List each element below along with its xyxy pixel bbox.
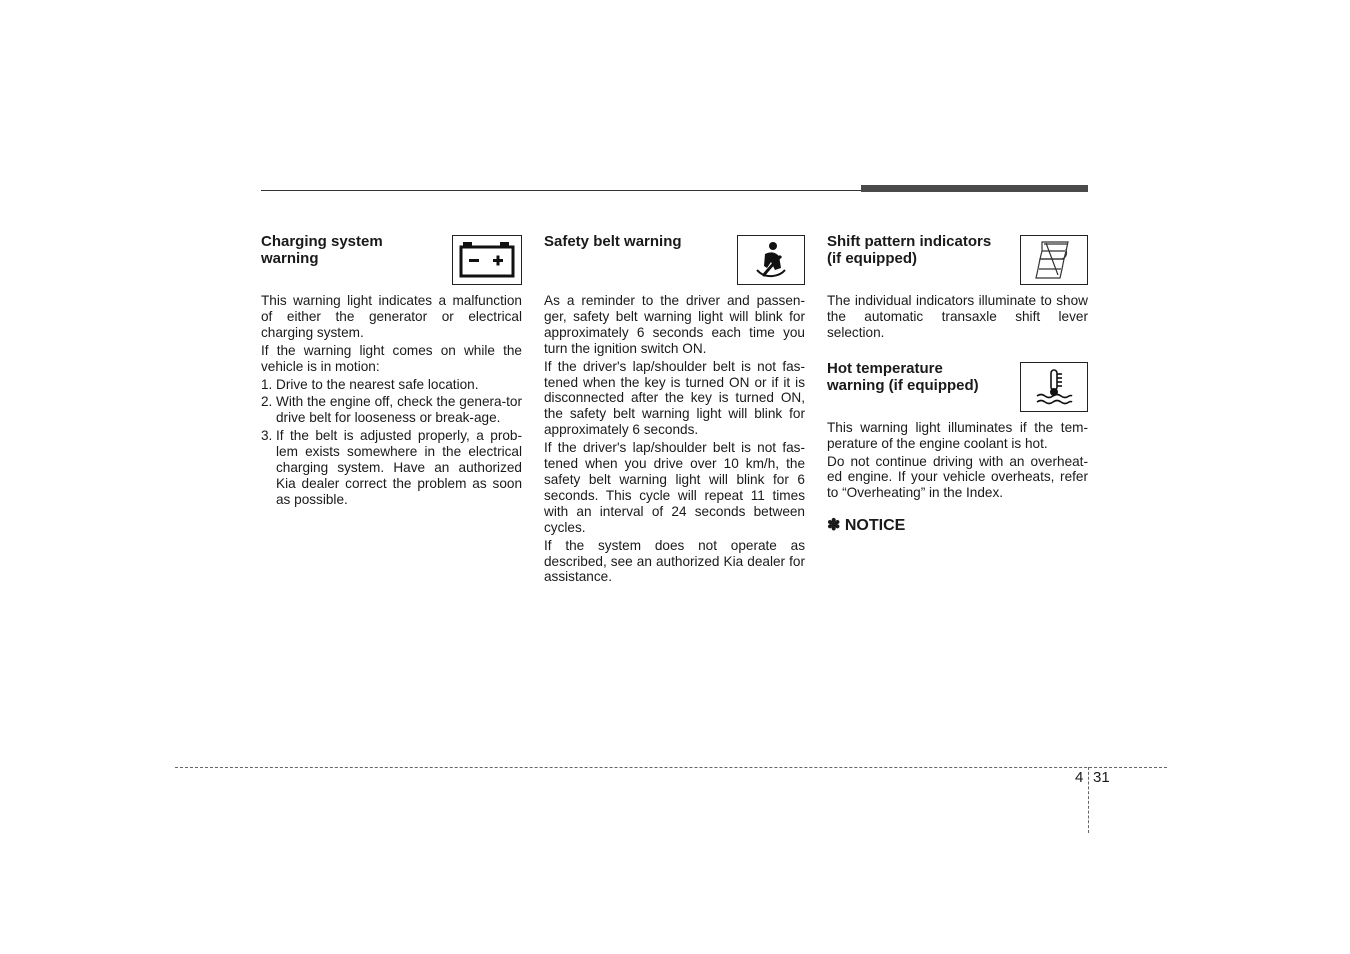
notice-heading: ✽ NOTICE — [827, 517, 906, 535]
coolant-temperature-icon — [1020, 362, 1088, 412]
paragraph: This warning light illuminates if the tem-perature of the engine coolant is hot. — [827, 419, 1088, 451]
paragraph: As a reminder to the driver and passen-ger, safety belt warning light will blink for approximately 6 seconds each time you turn the ignition switch ON. — [544, 293, 805, 356]
charging-system-heading: Charging system warning — [261, 233, 383, 267]
paragraph: This warning light indicates a malfunction of either the generator or electrical charging system. — [261, 293, 522, 340]
shift-pattern-header — [827, 232, 1088, 293]
paragraph: Do not continue driving with an overheat-ed engine. If your vehicle overheats, refer to “Overheating” in the Index. — [827, 453, 1088, 501]
header-bar — [861, 185, 1088, 192]
shift-pattern-icon — [1020, 235, 1088, 285]
page-number: 31 — [1093, 769, 1110, 786]
chapter-number: 4 — [1075, 769, 1084, 786]
battery-icon — [452, 235, 522, 285]
safety-belt-header — [544, 232, 805, 293]
list-item: 1. Drive to the nearest safe location. — [261, 376, 479, 392]
list-item: 2. With the engine off, check the genera-tor drive belt for looseness or break-age. — [261, 394, 522, 426]
charging-system-column — [261, 232, 522, 510]
paragraph: The individual indicators illuminate to show the automatic transaxle shift lever selection. — [827, 293, 1088, 340]
list-item: 3. If the belt is adjusted properly, a prob-lem exists somewhere in the electrical charging system. Have an authorized Kia dealer correct the problem as soon as possible. — [261, 428, 522, 507]
header-rule — [261, 190, 861, 191]
step-list — [261, 377, 522, 508]
footer-rule — [175, 767, 1167, 768]
paragraph: If the driver's lap/shoulder belt is not fas-tened when you drive over 10 km/h, the safety belt warning light will blink for 6 seconds. This cycle will repeat 11 times with an interval of 24 seconds between cycles. — [544, 440, 805, 535]
shift-and-temp-column — [827, 232, 1088, 534]
footer-divider — [1088, 767, 1089, 833]
charging-system-header — [261, 232, 522, 293]
hot-temperature-header — [827, 359, 1088, 420]
safety-belt-heading: Safety belt warning — [544, 233, 682, 250]
safety-belt-column — [544, 232, 805, 587]
paragraph: If the driver's lap/shoulder belt is not fas-tened when the key is turned ON or if it is disconnected after the key is turned ON, the safety belt warning light will blink for approximately 6 seconds. — [544, 358, 805, 438]
paragraph: If the system does not operate as described, see an authorized Kia dealer for assistance. — [544, 537, 805, 585]
shift-pattern-heading: Shift pattern indicators (if equipped) — [827, 233, 992, 267]
paragraph: If the warning light comes on while the vehicle is in motion: — [261, 342, 522, 374]
hot-temperature-heading: Hot temperature warning (if equipped) — [827, 359, 979, 394]
seat-belt-icon — [737, 235, 805, 285]
